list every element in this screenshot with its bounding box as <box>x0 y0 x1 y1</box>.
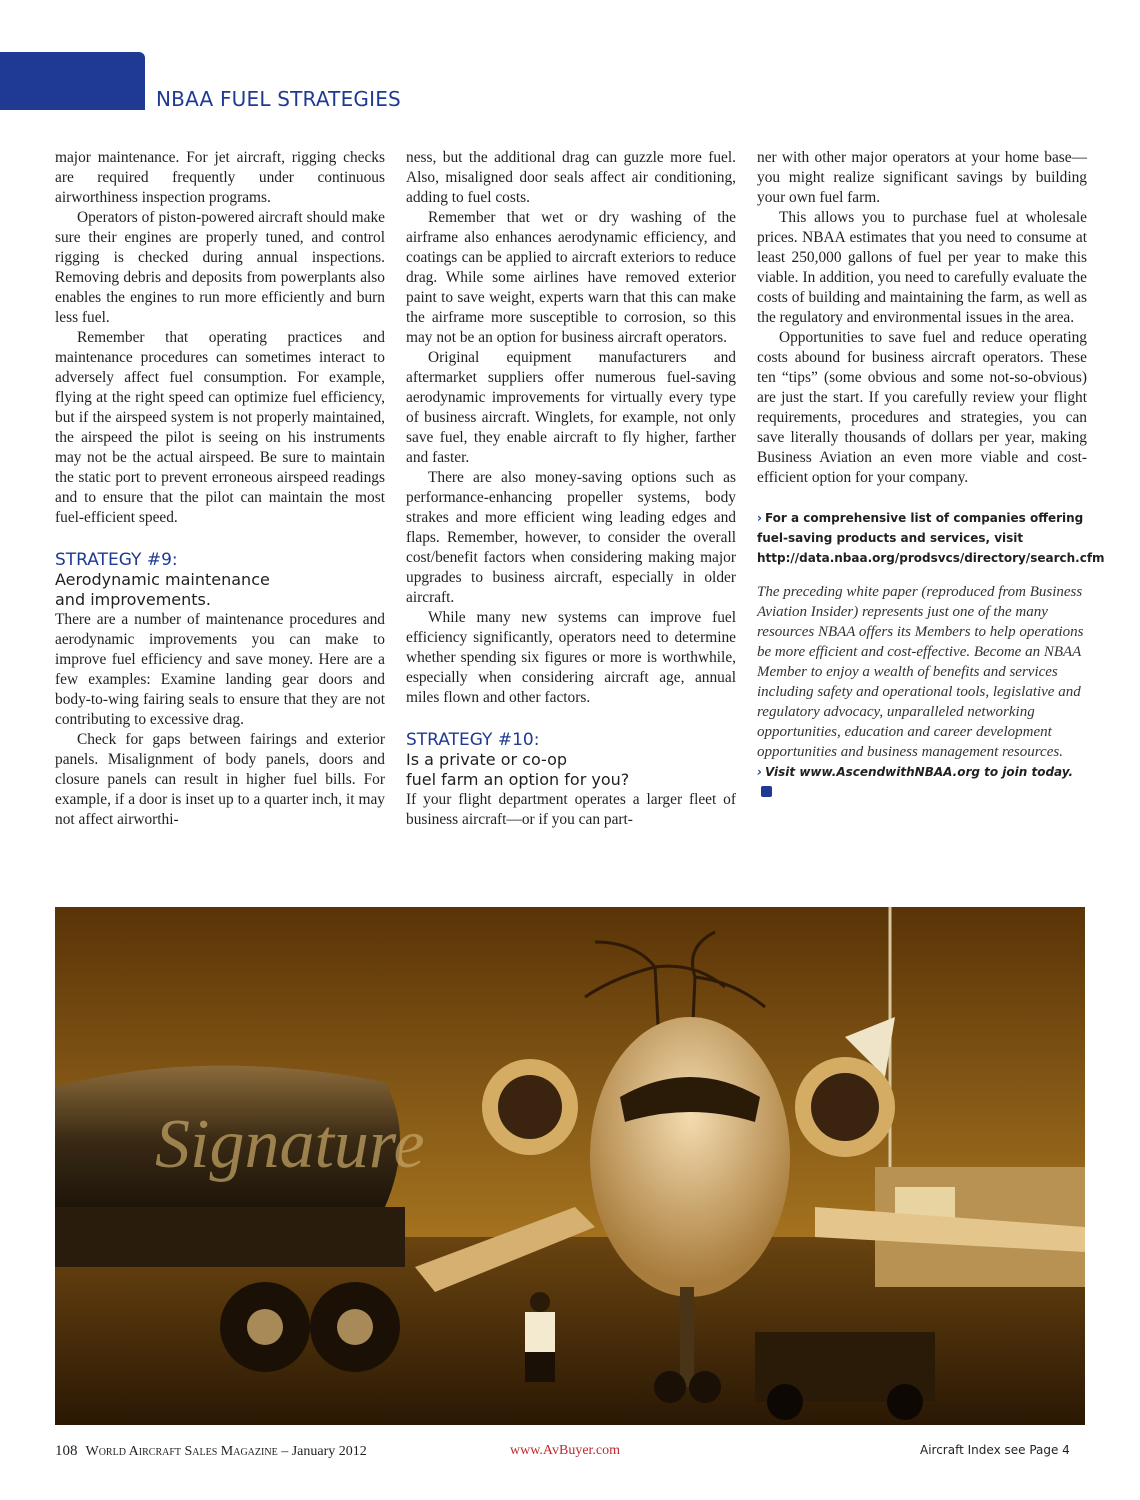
section-tab <box>0 52 145 110</box>
paragraph: Remember that wet or dry washing of the airframe also enhances aerodynamic efficiency, and coatings can be applied to aircraft exteriors to reduce drag. While some airlines have removed exterior paint to save weight, experts warn that this can make the airframe more susceptible to corrosion, so this may not be an option for business aircraft operators. <box>406 209 736 346</box>
directory-link[interactable]: http://data.nbaa.org/prodsvcs/directory/search.cfm <box>757 551 1105 565</box>
page-number: 108 <box>55 1443 78 1459</box>
join-link-line <box>757 762 1087 802</box>
more-info-text: fuel-saving products and services, visit <box>757 531 1024 545</box>
chevron-right-icon: › <box>757 511 762 525</box>
paragraph: Original equipment manufacturers and aftermarket suppliers offer numerous fuel-saving aerodynamic improvements for virtually every type of business aircraft. Winglets, for example, not only save fuel, they enable aircraft to fly higher, farther and faster. <box>406 349 736 466</box>
fuel-truck-chassis <box>55 1207 405 1267</box>
column-3 <box>757 148 1105 802</box>
more-info-block <box>757 508 1105 568</box>
strategy-10-subtitle: fuel farm an option for you? <box>406 770 630 789</box>
column-2 <box>406 148 736 830</box>
paragraph: ner with other major operators at your home base—you might realize significant savings by building your own fuel farm. <box>757 149 1087 206</box>
strategy-9-subtitle: and improvements. <box>55 590 211 609</box>
more-info-text: For a comprehensive list of companies offering <box>764 511 1084 525</box>
chevron-right-icon: › <box>757 765 762 779</box>
end-mark-icon <box>761 786 772 797</box>
paragraph: major maintenance. For jet aircraft, rigging checks are required frequently under continuous airworthiness inspection programs. <box>55 149 385 206</box>
paragraph: If your flight department operates a larger fleet of business aircraft—or if you can part- <box>406 791 736 828</box>
paragraph: This allows you to purchase fuel at wholesale prices. NBAA estimates that you need to consume at least 250,000 gallons of fuel per year to make this viable. In addition, you need to carefully evaluate the costs of building and maintaining the farm, as well as the regulatory and environmental issues in the area. <box>757 209 1087 326</box>
paragraph: Remember that operating practices and maintenance procedures can sometimes interact to adversely affect fuel consumption. For example, flying at the right speed can optimize fuel efficiency, but if the airspeed system is not properly maintained, the airspeed the pilot is seeing on his instruments may not be the actual airspeed. Be sure to maintain the static port to prevent erroneous airspeed readings and to ensure that the pilot can maintain the most fuel-efficient speed. <box>55 329 385 526</box>
strategy-10-subtitle: Is a private or co-op <box>406 750 568 769</box>
magazine-name: World Aircraft Sales Magazine <box>85 1444 278 1459</box>
aircraft-nose <box>590 1017 790 1297</box>
join-link[interactable]: Visit www.AscendwithNBAA.org to join today. <box>764 765 1074 779</box>
truck-lettering: Signature <box>155 1106 425 1183</box>
strategy-9-heading <box>55 550 385 610</box>
aircraft-index-ref: Aircraft Index see Page 4 <box>920 1443 1070 1457</box>
nose-gear <box>680 1287 694 1387</box>
issue-date: – January 2012 <box>277 1444 367 1459</box>
paragraph: Opportunities to save fuel and reduce operating costs abound for business aircraft operators. These ten “tips” (some obvious and some not-so-obvious) are just the start. If you carefully review your flight requirements, procedures and strategies, you can save literally thousands of dollars per year, making Business Aviation an even more viable and cost-efficient option for your company. <box>757 329 1087 486</box>
strategy-9-label: STRATEGY #9: <box>55 550 178 570</box>
column-1 <box>55 148 385 830</box>
website-link[interactable]: www.AvBuyer.com <box>510 1443 621 1458</box>
white-paper-note: The preceding white paper (reproduced from Business Aviation Insider) represents just one of the many resources NBAA offers its Members to help operations be more efficient and cost-effective. Become an NBAA Member to enjoy a wealth of benefits and services including safety and operational tools, legislative and regulatory advocacy, unparalleled networking opportunities, education and career development opportunities and business management resources. <box>757 584 1084 760</box>
strategy-9-subtitle: Aerodynamic maintenance <box>55 570 270 589</box>
fueler-person <box>530 1292 550 1312</box>
paragraph: Check for gaps between fairings and exterior panels. Misalignment of body panels, doors and closure panels can result in higher fuel bills. For example, if a door is inset up to a quarter inch, it may not affect airworthi- <box>55 731 385 828</box>
aircraft-fueling-photo <box>55 907 1085 1425</box>
paragraph: Operators of piston-powered aircraft should make sure their engines are properly tuned, and control rigging is checked during annual inspections. Removing debris and deposits from powerplants also enables the engines to run more efficiently and burn less fuel. <box>55 209 385 326</box>
section-title: NBAA FUEL STRATEGIES <box>156 87 401 111</box>
paragraph: There are a number of maintenance procedures and aerodynamic improvements you can make to improve fuel efficiency and save money. Here are a few examples: Examine landing gear doors and body-to-wing fairing seals to ensure that they are not contributing to excessive drag. <box>55 611 385 728</box>
footer-left <box>55 1443 367 1460</box>
paragraph: There are also money-saving options such as performance-enhancing propeller systems, body strakes and more efficient wing leading edges and flaps. Remember, however, to consider the overall cost/benefit factors when considering making major upgrades to business aircraft, especially in older aircraft. <box>406 469 736 606</box>
paragraph: While many new systems can improve fuel efficiency significantly, operators need to determine whether spending six figures or more is worthwhile, especially when considering aircraft age, annual miles flown and other factors. <box>406 609 736 706</box>
strategy-10-label: STRATEGY #10: <box>406 730 540 750</box>
strategy-10-heading <box>406 730 736 790</box>
paragraph: ness, but the additional drag can guzzle more fuel. Also, misaligned door seals affect air conditioning, adding to fuel costs. <box>406 149 736 206</box>
